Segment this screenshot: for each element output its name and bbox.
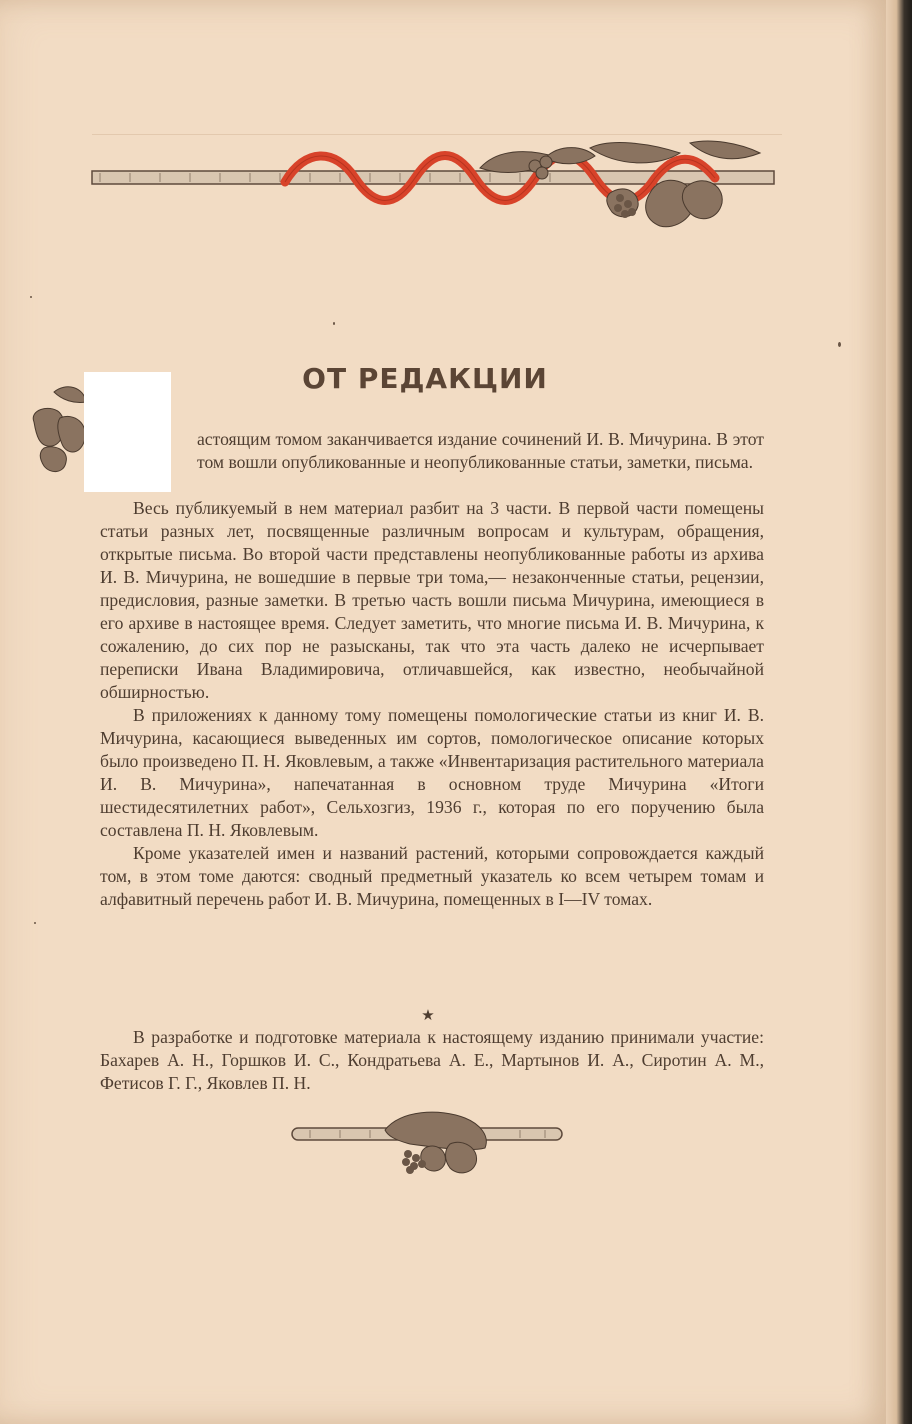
paper-speck xyxy=(34,922,36,924)
faint-rule xyxy=(92,134,782,135)
paper-speck xyxy=(838,342,841,347)
section-star: ★ xyxy=(421,1008,435,1024)
top-ornament-vignette xyxy=(90,138,780,238)
page-title: ОТ РЕДАКЦИИ xyxy=(302,362,548,395)
paragraph-parts: Весь публикуемый в нем материал разбит на 3 части. В первой части помещены статьи разных лет, посвященные различным вопросам и культурам, обращения, открытые письма. Во второй части представлены неопубликованные работы из архива И. В. Мичурина, не вошедшие в первые три тома,— незаконченные статьи, рецензии, предисловия, разные заметки. В третью часть вошли письма Мичурина, имеющиеся в его архиве в настоящее время. Следует заметить, что многие письма И. В. Мичурина, к сожалению, до сих пор не разысканы, так что эта часть далеко не исчерпывает переписки Ивана Владимировича, отличавшейся, как известно, необычайной обширностью. xyxy=(100,498,764,702)
intro-paragraph: астоящим томом заканчивается издание сочинений И. В. Мичурина. В этот том вошли опубликованные и неопубликованные статьи, заметки, письма. xyxy=(197,429,764,472)
paragraph-indexes: Кроме указателей имен и названий растений, которыми сопровождается каждый том, в этом томе даются: сводный предметный указатель ко всем четырем томам и алфавитный перечень работ И. В. Мичурина, помещенных в I—IV томах. xyxy=(100,843,764,909)
paragraph-appendices: В приложениях к данному тому помещены помологические статьи из книг И. В. Мичурина, касающиеся выведенных им сортов, помологическое описание которых было произведено П. Н. Яковлевым, а также «Инвентаризация растительного материала И. В. Мичурина», напечатанная в основном труде Мичурина «Итоги шестидесятилетних работ», Сельхозгиз, 1936 г., которая по его поручению была составлена П. Н. Яковлевым. xyxy=(100,705,764,840)
bottom-ornament-vignette xyxy=(290,1108,565,1180)
credits-paragraph: В разработке и подготовке материала к настоящему изданию принимали участие: Бахарев А. Н., Горшков И. С., Кондратьева А. Е., Мартынов И. А., Сиротин А. М., Фетисов Г. Г., Яковлев П. Н. xyxy=(100,1027,764,1093)
paper-speck xyxy=(333,322,335,325)
credits-block xyxy=(100,1026,764,1095)
body-text xyxy=(100,497,764,911)
book-edge xyxy=(886,0,912,1424)
paper-speck xyxy=(30,296,32,298)
